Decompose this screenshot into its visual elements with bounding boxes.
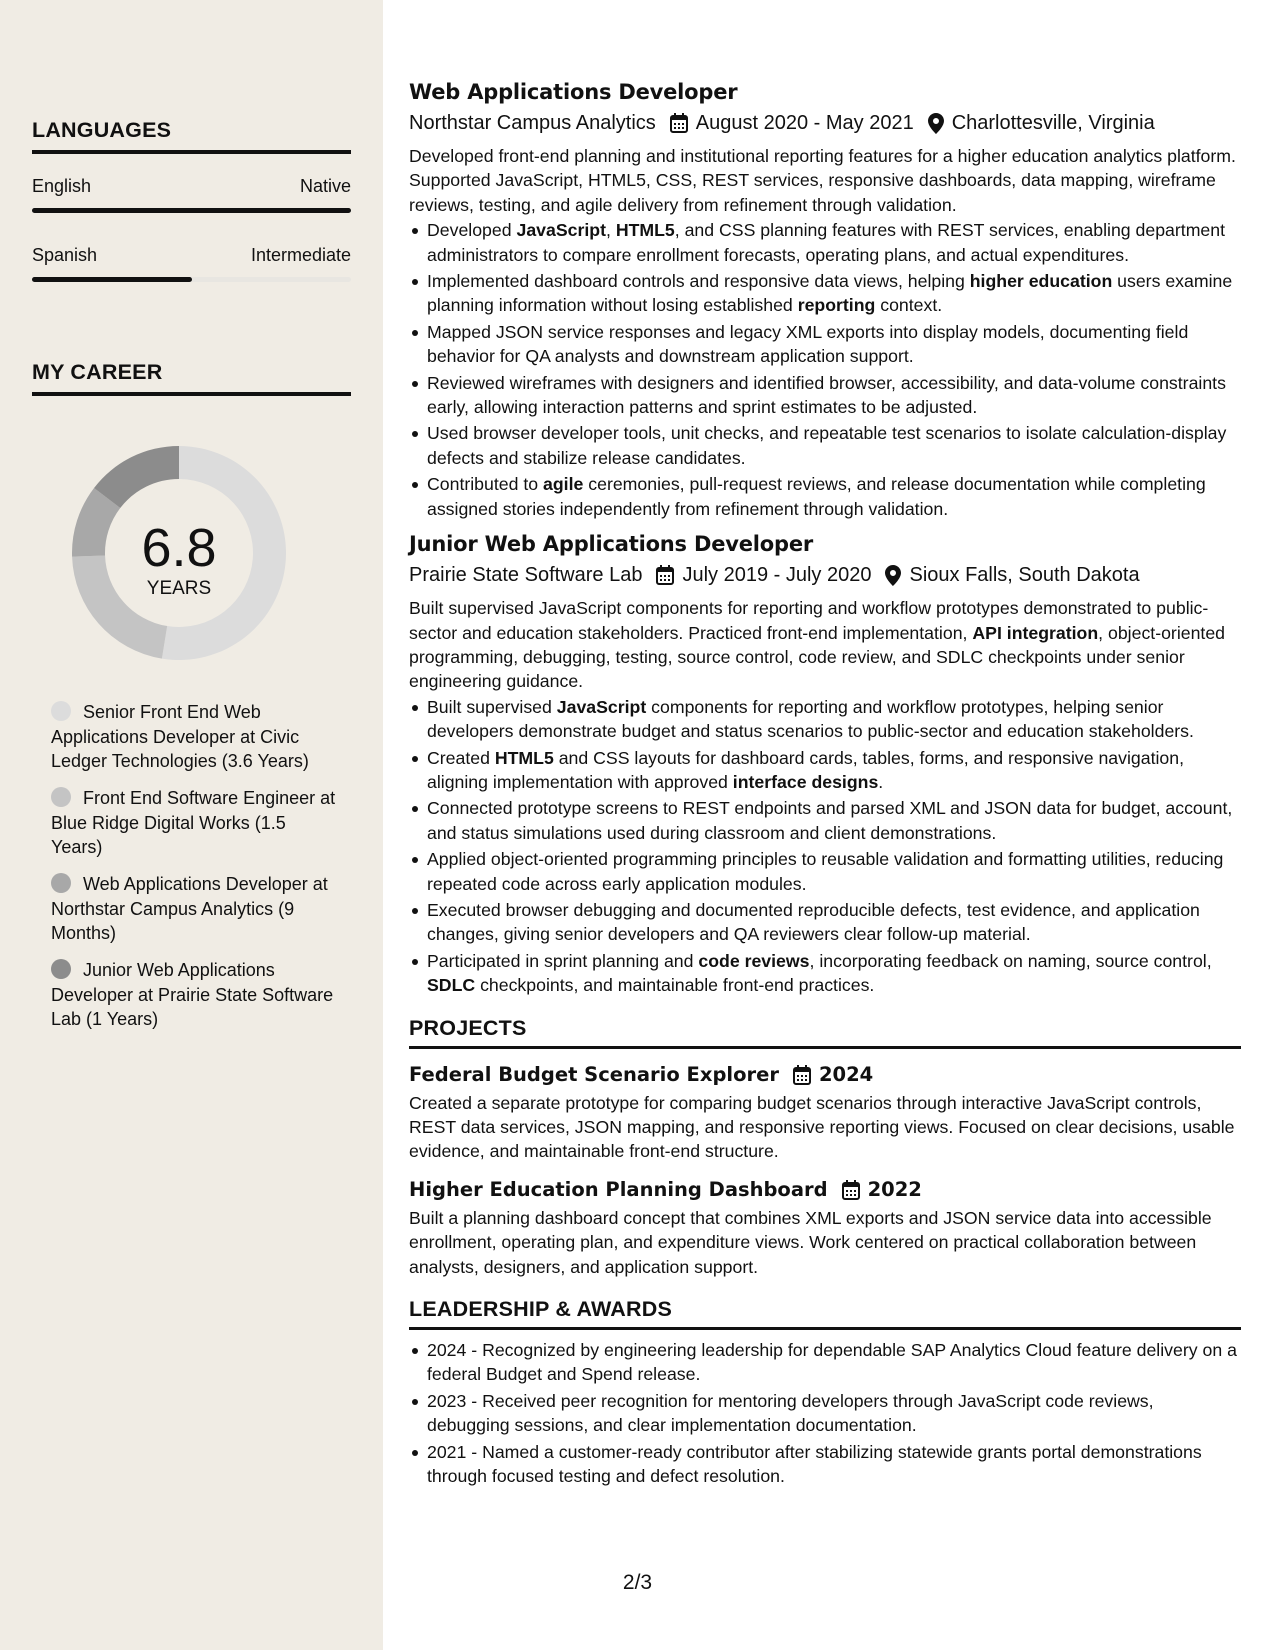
calendar-icon [656,565,674,585]
job-bullet: Connected prototype screens to REST endpoints and parsed XML and JSON data for budget, account, and status simulations used during classroom and client demonstrations. [409,796,1241,845]
awards-heading: LEADERSHIP & AWARDS [409,1297,1241,1330]
job-location: Sioux Falls, South Dakota [909,564,1140,587]
project-name: Federal Budget Scenario Explorer [409,1062,779,1086]
career-donut-chart [64,438,294,668]
job-bullet: Executed browser debugging and documented reproducible defects, test evidence, and application changes, giving senior developers and QA reviewers clear follow-up material. [409,898,1241,947]
award-item: 2023 - Received peer recognition for mentoring developers through JavaScript code reviews, debugging sessions, and clear implementation documentation. [409,1389,1241,1438]
career-heading: MY CAREER [32,360,351,396]
job-bullet: Applied object-oriented programming principles to reusable validation and formatting utilities, reducing repeated code across early application modules. [409,847,1241,896]
job-bullets [409,218,1241,521]
project-entry [409,1176,1241,1279]
job-entry [409,530,1241,998]
career-total-value: 6.8 [141,518,217,578]
project-entry [409,1061,1241,1164]
legend-label: Junior Web Applications Developer at Prairie State Software Lab (1 Years) [51,960,334,1029]
language-row-english [32,176,351,197]
legend-label: Front End Software Engineer at Blue Ridge Digital Works (1.5 Years) [51,788,336,857]
job-bullet: Developed JavaScript, HTML5, and CSS planning features with REST services, enabling department administrators to compare enrollment forecasts, operating plans, and actual expenditures. [409,218,1241,267]
projects-heading: PROJECTS [409,1016,1241,1049]
project-name: Higher Education Planning Dashboard [409,1177,828,1201]
job-bullet: Reviewed wireframes with designers and identified browser, accessibility, and data-volume constraints early, allowing interaction patterns and sprint estimates to be adjusted. [409,371,1241,420]
job-dates: August 2020 - May 2021 [695,112,914,134]
language-level: Intermediate [250,245,351,265]
map-pin-icon [885,565,901,586]
project-year: 2022 [867,1177,922,1201]
career-total-unit: YEARS [146,578,212,599]
job-company: Northstar Campus Analytics [409,112,656,134]
sidebar [0,0,383,1650]
career-legend-item [51,700,341,774]
job-bullet: Mapped JSON service responses and legacy XML exports into display models, documenting field behavior for QA analysts and downstream application support. [409,320,1241,369]
language-name: Spanish [32,245,98,265]
job-dates: July 2019 - July 2020 [682,564,872,587]
job-bullet: Contributed to agile ceremonies, pull-request reviews, and release documentation while completing assigned stories independently from refinement through validation. [409,472,1241,521]
language-name: English [32,176,92,196]
page-number: 2/3 [622,1571,653,1594]
project-description: Built a planning dashboard concept that combines XML exports and JSON service data into accessible enrollment, operating plan, and expenditure views. Work centered on practical collaboration between analysts, designers, and application support. [409,1207,1212,1277]
career-legend-item [51,872,341,946]
calendar-icon [670,113,688,133]
legend-label: Senior Front End Web Applications Developer at Civic Ledger Technologies (3.6 Years) [51,702,309,771]
job-entry [409,78,1241,521]
language-bar-spanish [32,277,351,282]
project-title-row [409,1061,1241,1089]
legend-dot [51,959,71,979]
career-legend-item [51,958,341,1032]
job-bullet: Created HTML5 and CSS layouts for dashboard cards, tables, forms, and responsive navigation, aligning implementation with approved interface designs. [409,746,1241,795]
project-year: 2024 [818,1062,874,1086]
job-summary: Developed front-end planning and institutional reporting features for a higher education analytics platform. Supported JavaScript, HTML5, CSS, REST services, responsive dashboards, data mapping, wireframe reviews, testing, and agile delivery from refinement through validation. [409,146,1236,215]
languages-heading: LANGUAGES [32,118,351,154]
job-meta [409,560,1241,590]
main-content [409,78,1241,1490]
calendar-icon [842,1180,860,1200]
legend-dot [51,873,71,893]
language-bar-fill [32,208,351,213]
map-pin-icon [928,113,944,134]
job-bullets [409,695,1241,998]
project-description: Created a separate prototype for comparing budget scenarios through interactive JavaScript controls, REST data services, JSON mapping, and responsive reporting views. Focused on clear decisions, usable evidence, and maintainable front-end structure. [409,1092,1235,1162]
job-title: Web Applications Developer [409,80,738,104]
language-bar-fill [32,277,192,282]
project-title-row [409,1176,1241,1204]
award-item: 2024 - Recognized by engineering leadership for dependable SAP Analytics Cloud feature delivery on a federal Budget and Spend release. [409,1338,1241,1387]
job-summary: Built supervised JavaScript components for reporting and workflow prototypes demonstrated to public-sector and education stakeholders. Practiced front-end implementation, API integration, object-oriented programming, debugging, testing, source control, code review, and SDLC checkpoints under senior engineering guidance. [409,598,1226,692]
language-row-spanish [32,245,351,266]
award-item: 2021 - Named a customer-ready contributor after stabilizing statewide grants portal demonstrations through focused testing and defect resolution. [409,1440,1241,1489]
legend-label: Web Applications Developer at Northstar Campus Analytics (9 Months) [51,874,328,943]
job-meta [409,108,1241,138]
job-location: Charlottesville, Virginia [951,112,1155,134]
job-bullet: Participated in sprint planning and code reviews, incorporating feedback on naming, source control, SDLC checkpoints, and maintainable front-end practices. [409,949,1241,998]
legend-dot [51,701,71,721]
awards-list [409,1338,1241,1488]
calendar-icon [793,1065,811,1085]
language-level: Native [299,176,351,196]
career-legend-item [51,786,341,860]
job-bullet: Implemented dashboard controls and responsive data views, helping higher education users examine planning information without losing established reporting context. [409,269,1241,318]
job-bullet: Built supervised JavaScript components for reporting and workflow prototypes, helping senior developers demonstrate budget and status scenarios to public-sector and education stakeholders. [409,695,1241,744]
legend-dot [51,787,71,807]
job-title: Junior Web Applications Developer [409,532,814,557]
language-bar-english [32,208,351,213]
job-company: Prairie State Software Lab [409,564,643,587]
job-bullet: Used browser developer tools, unit checks, and repeatable test scenarios to isolate calculation-display defects and stabilize release candidates. [409,421,1241,470]
